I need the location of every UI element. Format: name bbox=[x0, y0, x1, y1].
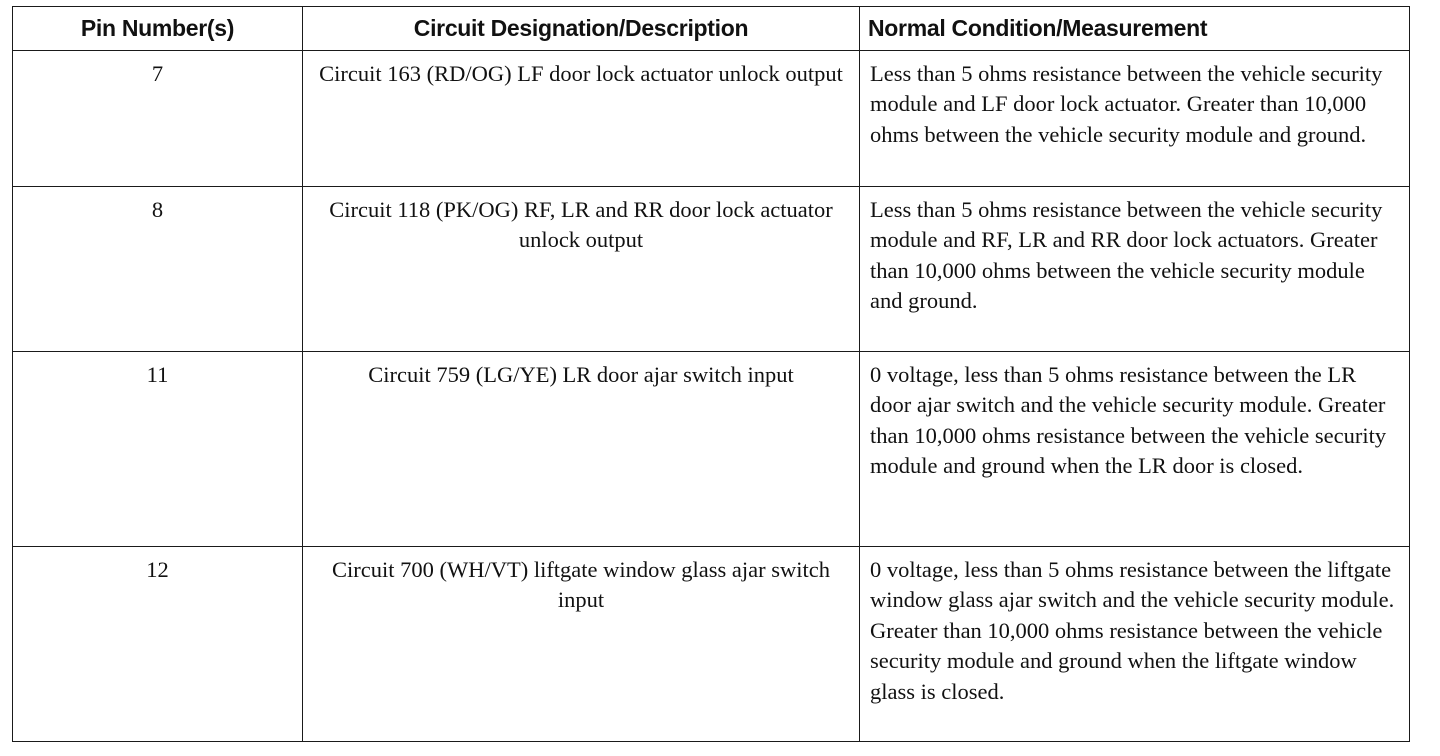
pin-number-cell: 7 bbox=[13, 51, 303, 187]
circuit-description-cell: Circuit 700 (WH/VT) liftgate window glass ajar switch input bbox=[303, 547, 860, 742]
normal-condition-cell: 0 voltage, less than 5 ohms resistance between the LR door ajar switch and the vehicle security module. Greater than 10,000 ohms resistance between the vehicle security module and ground when the LR door is closed. bbox=[860, 352, 1410, 547]
circuit-description-cell: Circuit 118 (PK/OG) RF, LR and RR door lock actuator unlock output bbox=[303, 187, 860, 352]
normal-condition-cell: Less than 5 ohms resistance between the vehicle security module and LF door lock actuator. Greater than 10,000 ohms between the vehicle security module and ground. bbox=[860, 51, 1410, 187]
header-pin-numbers: Pin Number(s) bbox=[13, 7, 303, 51]
normal-condition-cell: 0 voltage, less than 5 ohms resistance between the liftgate window glass ajar switch and the vehicle security module. Greater than 10,000 ohms resistance between the vehicle security module and ground when the liftgate window glass is closed. bbox=[860, 547, 1410, 742]
table-row bbox=[13, 352, 1410, 547]
table-header-row bbox=[13, 7, 1410, 51]
circuit-description-cell: Circuit 759 (LG/YE) LR door ajar switch input bbox=[303, 352, 860, 547]
pin-number-cell: 12 bbox=[13, 547, 303, 742]
circuit-description-cell: Circuit 163 (RD/OG) LF door lock actuator unlock output bbox=[303, 51, 860, 187]
header-normal-condition: Normal Condition/Measurement bbox=[860, 7, 1410, 51]
pin-number-cell: 8 bbox=[13, 187, 303, 352]
pin-test-table bbox=[12, 6, 1410, 742]
normal-condition-cell: Less than 5 ohms resistance between the vehicle security module and RF, LR and RR door lock actuators. Greater than 10,000 ohms between the vehicle security module and ground. bbox=[860, 187, 1410, 352]
pin-number-cell: 11 bbox=[13, 352, 303, 547]
table-row bbox=[13, 187, 1410, 352]
table-row bbox=[13, 51, 1410, 187]
header-circuit-designation: Circuit Designation/Description bbox=[303, 7, 860, 51]
table-row bbox=[13, 547, 1410, 742]
